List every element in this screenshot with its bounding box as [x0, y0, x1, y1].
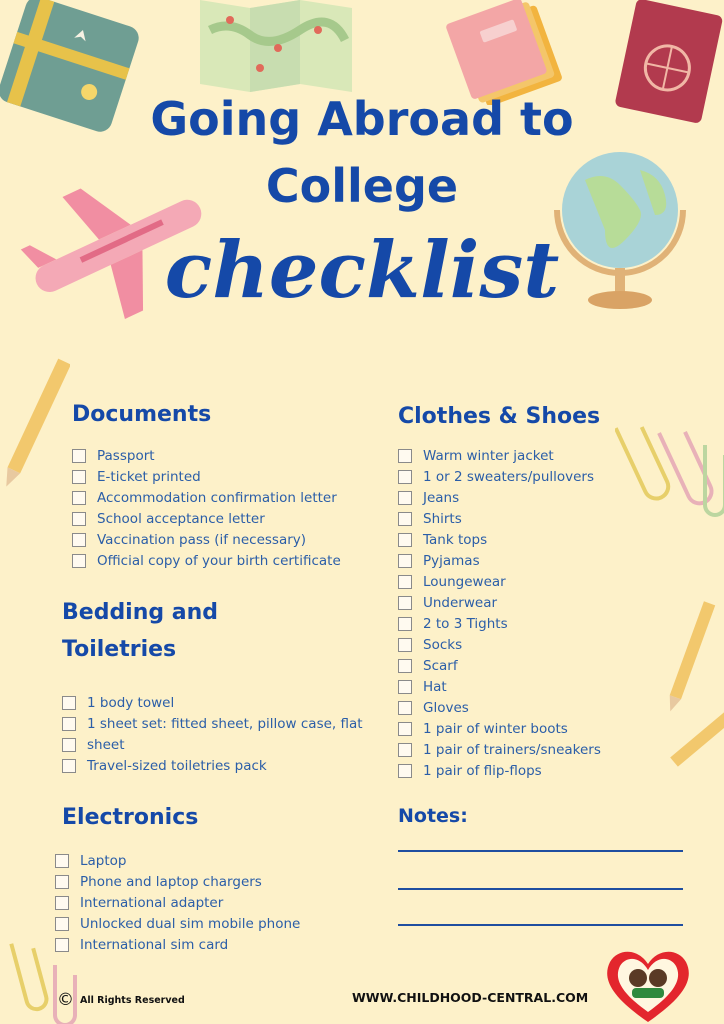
title-line-2: College — [265, 159, 459, 213]
list-item[interactable]: Warm winter jacket — [398, 445, 601, 466]
checkbox[interactable] — [398, 617, 412, 631]
list-item[interactable]: 1 body towel — [62, 692, 363, 713]
list-item[interactable]: 1 pair of trainers/sneakers — [398, 739, 601, 760]
electronics-heading: Electronics — [62, 805, 199, 830]
list-item[interactable]: Phone and laptop chargers — [55, 871, 300, 892]
checkbox[interactable] — [398, 575, 412, 589]
list-item[interactable]: School acceptance letter — [72, 508, 341, 529]
list-item[interactable]: Official copy of your birth certificate — [72, 550, 341, 571]
brand-logo — [600, 944, 696, 1024]
pencil-illustration — [0, 355, 70, 495]
checkbox[interactable] — [72, 512, 86, 526]
checkbox[interactable] — [398, 722, 412, 736]
copyright — [57, 990, 185, 1010]
rights-text: All Rights Reserved — [80, 994, 185, 1006]
checkbox[interactable] — [72, 470, 86, 484]
list-item[interactable]: Laptop — [55, 850, 300, 871]
checkbox[interactable] — [55, 854, 69, 868]
checkbox[interactable] — [398, 533, 412, 547]
note-line[interactable] — [398, 924, 683, 926]
list-item[interactable]: Shirts — [398, 508, 601, 529]
electronics-list — [55, 850, 300, 955]
checkbox[interactable] — [398, 554, 412, 568]
list-item[interactable]: 1 pair of flip-flops — [398, 760, 601, 781]
bedding-heading-line-2: Toiletries — [62, 637, 177, 662]
list-item[interactable]: International sim card — [55, 934, 300, 955]
checkbox[interactable] — [398, 638, 412, 652]
list-item[interactable]: Underwear — [398, 592, 601, 613]
list-item[interactable]: Passport — [72, 445, 341, 466]
checkbox[interactable] — [72, 491, 86, 505]
map-illustration — [200, 0, 355, 95]
checkbox[interactable] — [398, 701, 412, 715]
title-line-1: Going Abroad to — [150, 92, 574, 146]
list-item[interactable]: 1 pair of winter boots — [398, 718, 601, 739]
checkbox[interactable] — [398, 764, 412, 778]
list-item[interactable]: Hat — [398, 676, 601, 697]
list-item[interactable]: Loungewear — [398, 571, 601, 592]
pencil-illustration — [655, 600, 724, 780]
list-item[interactable]: Accommodation confirmation letter — [72, 487, 341, 508]
note-line[interactable] — [398, 888, 683, 890]
checkbox[interactable] — [398, 596, 412, 610]
list-item[interactable]: 2 to 3 Tights — [398, 613, 601, 634]
checkbox[interactable] — [72, 554, 86, 568]
notes-heading: Notes: — [398, 805, 468, 827]
checkbox[interactable] — [398, 470, 412, 484]
list-item[interactable]: E-ticket printed — [72, 466, 341, 487]
website-url[interactable]: WWW.CHILDHOOD-CENTRAL.COM — [352, 990, 589, 1005]
list-item[interactable]: International adapter — [55, 892, 300, 913]
documents-heading: Documents — [72, 402, 212, 427]
list-item[interactable]: Socks — [398, 634, 601, 655]
list-item[interactable]: Travel-sized toiletries pack — [62, 755, 363, 776]
checkbox[interactable] — [398, 680, 412, 694]
clothes-heading: Clothes & Shoes — [398, 404, 601, 429]
list-item[interactable]: Gloves — [398, 697, 601, 718]
list-item[interactable]: Pyjamas — [398, 550, 601, 571]
checkbox[interactable] — [72, 449, 86, 463]
checkbox[interactable] — [55, 896, 69, 910]
list-item[interactable]: Vaccination pass (if necessary) — [72, 529, 341, 550]
list-item[interactable]: Jeans — [398, 487, 601, 508]
list-item[interactable]: Unlocked dual sim mobile phone — [55, 913, 300, 934]
checkbox[interactable] — [62, 738, 76, 752]
bedding-list — [62, 692, 363, 776]
paperclip-illustration — [615, 405, 724, 535]
checkbox[interactable] — [398, 512, 412, 526]
checklist-script-title: checklist — [164, 225, 560, 316]
checkbox[interactable] — [398, 449, 412, 463]
checkbox[interactable] — [62, 696, 76, 710]
checkbox[interactable] — [398, 743, 412, 757]
bedding-heading-line-1: Bedding and — [62, 600, 219, 625]
copyright-icon: © — [57, 990, 74, 1010]
documents-list — [72, 445, 341, 571]
checkbox[interactable] — [398, 659, 412, 673]
list-item[interactable]: 1 or 2 sweaters/pullovers — [398, 466, 601, 487]
note-line[interactable] — [398, 850, 683, 852]
checkbox[interactable] — [398, 491, 412, 505]
checkbox[interactable] — [62, 759, 76, 773]
checkbox[interactable] — [62, 717, 76, 731]
clothes-list — [398, 445, 601, 781]
list-item[interactable]: sheet — [62, 734, 363, 755]
list-item[interactable]: Scarf — [398, 655, 601, 676]
notebooks-illustration — [440, 0, 570, 105]
checkbox[interactable] — [72, 533, 86, 547]
checkbox[interactable] — [55, 938, 69, 952]
list-item[interactable]: Tank tops — [398, 529, 601, 550]
checkbox[interactable] — [55, 917, 69, 931]
checkbox[interactable] — [55, 875, 69, 889]
list-item[interactable]: 1 sheet set: fitted sheet, pillow case, flat — [62, 713, 363, 734]
